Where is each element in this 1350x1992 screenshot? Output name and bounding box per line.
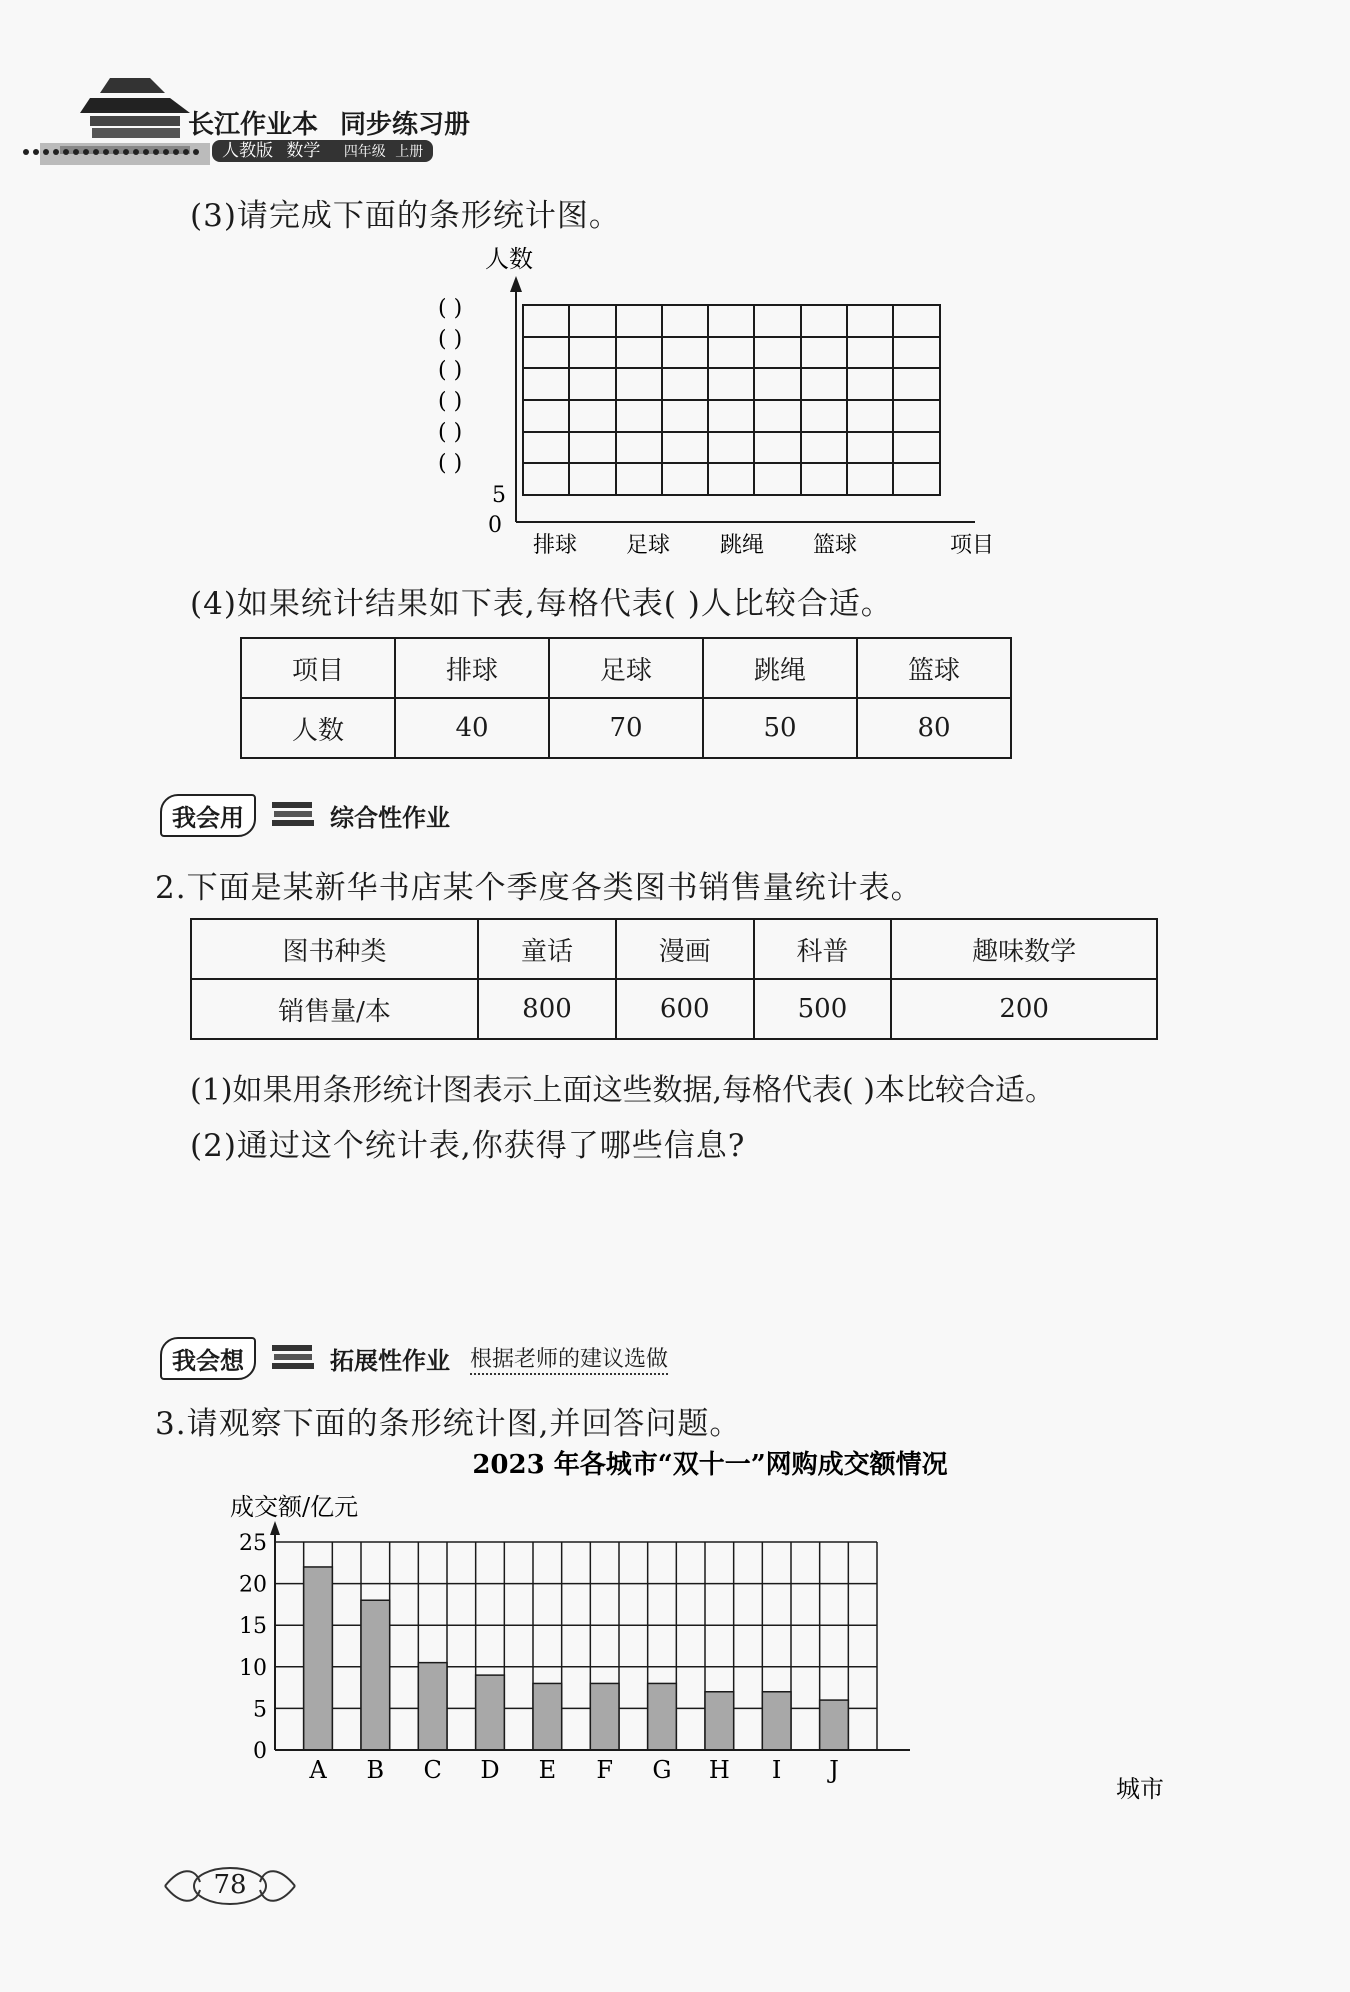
page-number: 78 [213,1870,247,1900]
y-blank: ( ) [438,358,463,383]
y-axis-label: 成交额/亿元 [230,1493,359,1521]
y-axis-arrow [270,1521,280,1535]
y-tick-0: 0 [488,513,502,538]
table-cell: 童话 [478,919,616,979]
table-cell: 40 [395,698,549,758]
y-tick-label: 10 [239,1655,267,1681]
bar-F [590,1683,619,1750]
x-tick-label: G [652,1756,672,1784]
table-cell: 50 [703,698,857,758]
section-tag: 我会想 [160,1337,256,1380]
bar-A [304,1567,333,1750]
table-cell: 人数 [241,698,395,758]
section-note: 根据老师的建议选做 [470,1342,668,1375]
y-tick-5: 5 [492,483,506,508]
table-cell: 500 [754,979,892,1039]
x-axis-label: 城市 [1116,1775,1164,1803]
y-tick-label: 0 [253,1739,267,1764]
x-axis-label: 项目 [949,533,995,558]
table-cell: 600 [616,979,754,1039]
y-blank: ( ) [438,296,463,321]
book-title: 同步练习册 [340,110,471,140]
x-category: 篮球 [812,533,858,558]
y-tick-label: 25 [239,1531,267,1556]
edition: 人教版 [222,141,273,161]
x-category: 跳绳 [719,533,765,558]
volume: 上册 [395,144,424,160]
books-icon [270,798,316,832]
table-cell: 趣味数学 [891,919,1157,979]
section-title: 综合性作业 [330,803,450,832]
x-tick-label: H [708,1756,730,1784]
y-tick-label: 20 [239,1572,267,1598]
y-blank: ( ) [438,420,463,445]
bar-D [476,1675,505,1750]
q3-text: 3.请观察下面的条形统计图,并回答问题。 [155,1406,742,1442]
books-table [190,918,1158,1040]
q2-text: 2.下面是某新华书店某个季度各类图书销售量统计表。 [155,870,923,906]
table-cell: 200 [891,979,1157,1039]
x-category: 足球 [625,533,671,558]
q1-part4-text: (4)如果统计结果如下表,每格代表( )人比较合适。 [190,586,893,622]
x-tick-label: J [829,1756,839,1784]
section-heading-apply [160,795,450,835]
section-tag: 我会用 [160,794,256,837]
x-tick-label: C [423,1756,442,1784]
subject: 数学 [286,141,321,161]
x-tick-label: I [771,1756,782,1784]
table-cell: 销售量/本 [191,979,478,1039]
grade: 四年级 [343,144,386,160]
header-banner [20,58,480,168]
bar-H [705,1692,734,1750]
sales-bar-chart [220,1445,1220,1815]
table-cell: 800 [478,979,616,1039]
table-cell: 排球 [395,638,549,698]
bar-G [648,1683,677,1750]
dot-rule [20,146,220,158]
y-blank: ( ) [438,451,463,476]
bar-C [418,1663,447,1750]
y-tick-label: 5 [253,1697,267,1723]
x-tick-label: D [480,1756,500,1784]
table-cell: 足球 [549,638,703,698]
x-tick-label: F [596,1756,613,1784]
bar-E [533,1683,562,1750]
section-heading-think [160,1338,668,1378]
books-icon [270,1341,316,1375]
bar-I [762,1692,791,1750]
table-cell: 科普 [754,919,892,979]
q2-part2-text: (2)通过这个统计表,你获得了哪些信息? [190,1128,746,1164]
table-cell: 图书种类 [191,919,478,979]
y-axis-label: 人数 [485,245,533,273]
series-title: 长江作业本 [188,110,319,140]
x-category: 排球 [532,533,578,558]
page-number-ornament [155,1862,305,1910]
y-tick-label: 15 [239,1614,267,1640]
table-cell: 项目 [241,638,395,698]
table-cell: 80 [857,698,1011,758]
section-title: 拓展性作业 [330,1346,450,1375]
chart-title: 2023 年各城市“双十一”网购成交额情况 [472,1450,948,1480]
blank-bar-chart [420,240,1020,570]
y-blank: ( ) [438,327,463,352]
q2-part1-text: (1)如果用条形统计图表示上面这些数据,每格代表( )本比较合适。 [190,1073,1055,1108]
table-cell: 跳绳 [703,638,857,698]
x-tick-label: E [538,1756,557,1784]
y-blank: ( ) [438,389,463,414]
bar-J [820,1700,849,1750]
x-tick-label: A [309,1756,327,1784]
q1-part3-text: (3)请完成下面的条形统计图。 [190,198,621,234]
edition-badge [212,140,433,162]
x-tick-label: B [366,1756,385,1784]
sports-table [240,637,1012,759]
table-cell: 70 [549,698,703,758]
table-cell: 漫画 [616,919,754,979]
bar-B [361,1600,390,1750]
table-cell: 篮球 [857,638,1011,698]
